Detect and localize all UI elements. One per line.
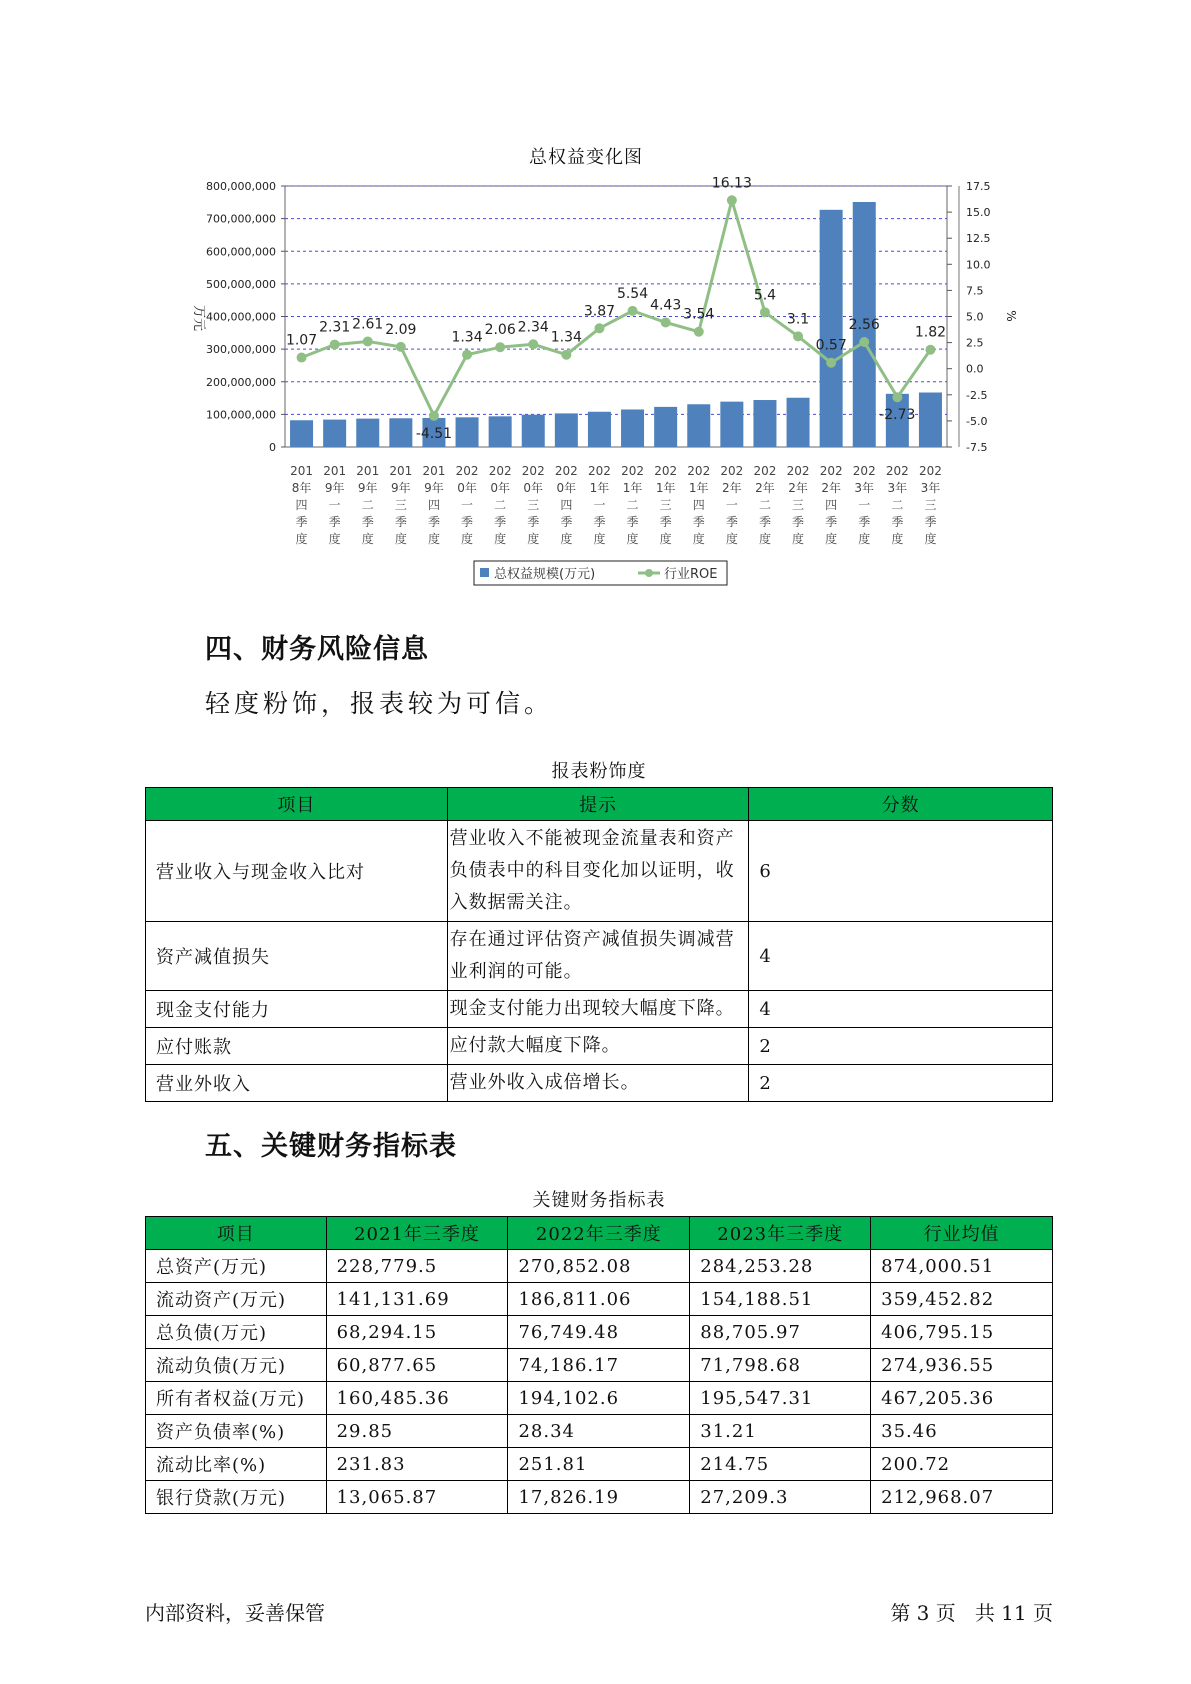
- metric-value-cell: 270,852.08: [508, 1250, 690, 1283]
- metric-value-cell: 251.81: [508, 1448, 690, 1481]
- roe-data-label: 2.56: [848, 316, 880, 333]
- risk-score: 2: [749, 1065, 1053, 1102]
- category-label: 0年: [523, 481, 544, 495]
- equity-change-chart: [0, 0, 1191, 600]
- equity-bar: [522, 415, 545, 447]
- metric-value-cell: 214.75: [690, 1448, 871, 1481]
- category-label: 8年: [291, 481, 312, 495]
- header-cell: 项目: [146, 1217, 327, 1250]
- roe-data-label: -4.51: [415, 425, 453, 442]
- right-tick-label: 12.5: [966, 232, 991, 246]
- category-label: 202: [455, 464, 479, 478]
- right-axis-label: %: [1004, 310, 1018, 322]
- legend-line-label: 行业ROE: [664, 567, 718, 582]
- equity-bar: [555, 413, 578, 447]
- roe-point: [330, 340, 340, 350]
- metric-value-cell: 200.72: [871, 1448, 1053, 1481]
- metric-value-cell: 359,452.82: [871, 1283, 1053, 1316]
- category-label: 度: [527, 532, 540, 546]
- left-tick-label: 600,000,000: [206, 245, 276, 259]
- category-label: 201: [323, 464, 347, 478]
- category-label: 201: [290, 464, 314, 478]
- category-label: 202: [554, 464, 578, 478]
- category-label: 三: [394, 498, 407, 512]
- right-tick-label: 15.0: [966, 206, 991, 220]
- equity-bar: [654, 407, 677, 447]
- equity-bar: [753, 400, 776, 447]
- metric-value-cell: 35.46: [871, 1415, 1053, 1448]
- metric-value-cell: 195,547.31: [690, 1382, 871, 1415]
- category-label: 1年: [655, 481, 676, 495]
- category-label: 度: [494, 532, 507, 546]
- table-row: [146, 1028, 1053, 1065]
- roe-point: [727, 195, 737, 205]
- risk-tip: 营业外收入成倍增长。: [447, 1065, 749, 1102]
- category-label: 三: [527, 498, 540, 512]
- header-cell: 提示: [447, 788, 749, 821]
- category-label: 季: [891, 515, 904, 529]
- table-row: [146, 991, 1053, 1028]
- metric-value-cell: 154,188.51: [690, 1283, 871, 1316]
- category-label: 2年: [788, 481, 808, 495]
- category-label: 一: [725, 498, 738, 512]
- metric-name-cell: 所有者权益(万元): [146, 1382, 327, 1415]
- roe-data-label: 3.87: [583, 303, 616, 320]
- table-row: [146, 1481, 1053, 1514]
- category-label: 一: [461, 498, 474, 512]
- roe-data-label: 5.54: [616, 285, 649, 302]
- header-cell: 2021年三季度: [326, 1217, 508, 1250]
- metric-value-cell: 274,936.55: [871, 1349, 1053, 1382]
- right-tick-label: 17.5: [966, 180, 991, 193]
- left-tick-label: 800,000,000: [206, 180, 276, 193]
- category-label: 季: [527, 515, 540, 529]
- category-label: 季: [494, 515, 507, 529]
- right-tick-label: -7.5: [966, 441, 988, 454]
- legend-bar-swatch: [480, 568, 489, 577]
- roe-point: [628, 306, 638, 316]
- left-axis-label: 万元: [191, 304, 206, 332]
- roe-point: [793, 331, 803, 341]
- metric-name-cell: 总资产(万元): [146, 1250, 327, 1283]
- roe-point: [826, 358, 836, 368]
- roe-point: [892, 392, 902, 402]
- finance-table: [145, 1216, 1053, 1514]
- risk-item: 应付账款: [146, 1028, 448, 1065]
- category-label: 三: [924, 498, 937, 512]
- risk-table: [145, 787, 1053, 1102]
- table-row: [146, 1448, 1053, 1481]
- category-label: 季: [328, 515, 341, 529]
- category-label: 三: [659, 498, 672, 512]
- risk-item: 营业收入与现金收入比对: [146, 821, 448, 922]
- category-label: 3年: [887, 481, 908, 495]
- right-tick-label: 7.5: [966, 284, 984, 298]
- table-row: [146, 1283, 1053, 1316]
- risk-item: 现金支付能力: [146, 991, 448, 1028]
- category-label: 度: [725, 532, 738, 546]
- left-tick-label: 300,000,000: [206, 343, 276, 357]
- category-label: 季: [427, 515, 440, 529]
- equity-bar: [720, 402, 743, 447]
- category-label: 季: [659, 515, 672, 529]
- category-label: 二: [758, 498, 771, 512]
- risk-score: 4: [749, 991, 1053, 1028]
- equity-bar: [456, 417, 479, 447]
- equity-bar: [787, 398, 810, 447]
- category-label: 季: [924, 515, 937, 529]
- category-label: 季: [560, 515, 573, 529]
- header-cell: 分数: [749, 788, 1053, 821]
- table-row: [146, 1316, 1053, 1349]
- category-label: 季: [692, 515, 705, 529]
- category-label: 9年: [357, 481, 378, 495]
- category-label: 2年: [821, 481, 841, 495]
- section4-heading: 四、财务风险信息: [205, 634, 429, 665]
- equity-bar: [290, 420, 313, 447]
- category-label: 202: [654, 464, 678, 478]
- category-label: 四: [825, 498, 838, 512]
- category-label: 9年: [391, 481, 411, 495]
- roe-point: [594, 323, 604, 333]
- roe-point: [297, 353, 307, 363]
- equity-bar: [687, 404, 710, 447]
- category-label: 季: [792, 515, 805, 529]
- roe-data-label: 3.1: [786, 311, 810, 328]
- roe-point: [363, 336, 373, 346]
- category-label: 202: [587, 464, 611, 478]
- metric-value-cell: 29.85: [326, 1415, 508, 1448]
- roe-point: [429, 411, 439, 421]
- roe-point: [561, 350, 571, 360]
- category-label: 1年: [622, 481, 643, 495]
- metric-value-cell: 28.34: [508, 1415, 690, 1448]
- equity-bar: [588, 412, 611, 447]
- risk-table-header: [146, 788, 1053, 821]
- category-label: 2年: [722, 481, 742, 495]
- metric-value-cell: 76,749.48: [508, 1316, 690, 1349]
- category-label: 度: [858, 532, 871, 546]
- risk-score: 6: [749, 821, 1053, 922]
- metric-name-cell: 流动负债(万元): [146, 1349, 327, 1382]
- category-label: 季: [758, 515, 771, 529]
- category-label: 202: [521, 464, 545, 478]
- category-label: 季: [295, 515, 308, 529]
- roe-point: [859, 337, 869, 347]
- category-label: 度: [825, 532, 838, 546]
- category-label: 季: [626, 515, 639, 529]
- category-label: 202: [687, 464, 711, 478]
- category-label: 一: [328, 498, 341, 512]
- left-tick-label: 500,000,000: [206, 277, 276, 291]
- category-label: 201: [389, 464, 413, 478]
- category-label: 202: [918, 464, 942, 478]
- table-row: [146, 1415, 1053, 1448]
- category-label: 0年: [490, 481, 510, 495]
- roe-data-label: 0.57: [815, 337, 847, 354]
- risk-tip: 现金支付能力出现较大幅度下降。: [447, 991, 749, 1028]
- legend-bar-label: 总权益规模(万元): [494, 567, 596, 582]
- roe-point: [694, 327, 704, 337]
- metric-name-cell: 资产负债率(%): [146, 1415, 327, 1448]
- roe-data-label: 1.07: [285, 332, 318, 349]
- metric-value-cell: 68,294.15: [326, 1316, 508, 1349]
- metric-value-cell: 17,826.19: [508, 1481, 690, 1514]
- category-label: 9年: [324, 481, 345, 495]
- category-label: 度: [659, 532, 672, 546]
- metric-value-cell: 228,779.5: [326, 1250, 508, 1283]
- metric-value-cell: 406,795.15: [871, 1316, 1053, 1349]
- header-cell: 2022年三季度: [508, 1217, 690, 1250]
- table-row: [146, 1250, 1053, 1283]
- table-row: [146, 922, 1053, 991]
- equity-bar: [389, 418, 412, 447]
- roe-data-label: 16.13: [711, 175, 752, 192]
- roe-point: [661, 317, 671, 327]
- header-cell: 行业均值: [871, 1217, 1053, 1250]
- table-row: [146, 1349, 1053, 1382]
- risk-item: 资产减值损失: [146, 922, 448, 991]
- metric-name-cell: 流动资产(万元): [146, 1283, 327, 1316]
- risk-summary: 轻度粉饰，报表较为可信。: [205, 689, 554, 718]
- category-label: 201: [356, 464, 380, 478]
- category-label: 202: [786, 464, 810, 478]
- header-cell: 2023年三季度: [690, 1217, 871, 1250]
- metric-value-cell: 284,253.28: [690, 1250, 871, 1283]
- metric-value-cell: 186,811.06: [508, 1283, 690, 1316]
- metric-value-cell: 71,798.68: [690, 1349, 871, 1382]
- right-tick-label: 2.5: [966, 336, 984, 350]
- category-label: 季: [858, 515, 871, 529]
- roe-data-label: 5.4: [753, 287, 777, 304]
- category-label: 202: [488, 464, 512, 478]
- header-cell: 项目: [146, 788, 448, 821]
- equity-bar: [356, 419, 379, 447]
- left-tick-label: 700,000,000: [206, 212, 276, 226]
- roe-data-label: 2.09: [385, 321, 417, 338]
- equity-bar: [323, 420, 346, 447]
- roe-point: [528, 339, 538, 349]
- metric-value-cell: 27,209.3: [690, 1481, 871, 1514]
- right-tick-label: -2.5: [966, 388, 988, 402]
- category-label: 201: [422, 464, 446, 478]
- metric-value-cell: 60,877.65: [326, 1349, 508, 1382]
- metric-name-cell: 银行贷款(万元): [146, 1481, 327, 1514]
- metric-value-cell: 74,186.17: [508, 1349, 690, 1382]
- roe-data-label: 3.54: [683, 306, 715, 323]
- roe-point: [396, 342, 406, 352]
- category-label: 季: [725, 515, 738, 529]
- section5-heading: 五、关键财务指标表: [205, 1131, 457, 1162]
- category-label: 度: [394, 532, 407, 546]
- category-label: 度: [626, 532, 639, 546]
- category-label: 四: [427, 498, 440, 512]
- risk-item: 营业外收入: [146, 1065, 448, 1102]
- roe-data-label: 1.82: [914, 324, 947, 341]
- category-label: 3年: [854, 481, 875, 495]
- chart-title: 总权益变化图: [529, 147, 643, 168]
- metric-name-cell: 总负债(万元): [146, 1316, 327, 1349]
- equity-bar: [820, 210, 843, 447]
- roe-data-label: 1.34: [451, 329, 483, 346]
- category-label: 0年: [556, 481, 577, 495]
- left-tick-label: 0: [269, 441, 276, 454]
- category-label: 季: [361, 515, 374, 529]
- roe-data-label: 4.43: [650, 297, 682, 314]
- risk-score: 2: [749, 1028, 1053, 1065]
- category-label: 度: [924, 532, 937, 546]
- roe-data-label: 2.61: [352, 316, 384, 333]
- metric-value-cell: 212,968.07: [871, 1481, 1053, 1514]
- category-label: 度: [295, 532, 308, 546]
- category-label: 0年: [457, 481, 477, 495]
- risk-tip: 营业收入不能被现金流量表和资产负债表中的科目变化加以证明，收入数据需关注。: [447, 821, 749, 922]
- table-row: [146, 1382, 1053, 1415]
- risk-tip: 应付款大幅度下降。: [447, 1028, 749, 1065]
- category-label: 度: [328, 532, 341, 546]
- category-label: 度: [461, 532, 474, 546]
- category-label: 度: [427, 532, 440, 546]
- category-label: 度: [692, 532, 705, 546]
- category-label: 四: [560, 498, 573, 512]
- category-label: 202: [720, 464, 744, 478]
- category-label: 202: [621, 464, 645, 478]
- metric-value-cell: 194,102.6: [508, 1382, 690, 1415]
- metric-value-cell: 88,705.97: [690, 1316, 871, 1349]
- category-label: 2年: [755, 481, 775, 495]
- roe-point: [925, 345, 935, 355]
- table-row: [146, 1065, 1053, 1102]
- category-label: 度: [891, 532, 904, 546]
- finance-table-caption: 关键财务指标表: [532, 1190, 666, 1211]
- right-tick-label: -5.0: [966, 414, 988, 428]
- finance-table-header: [146, 1217, 1053, 1250]
- metric-value-cell: 874,000.51: [871, 1250, 1053, 1283]
- category-label: 度: [792, 532, 805, 546]
- metric-name-cell: 流动比率(%): [146, 1448, 327, 1481]
- risk-tip: 存在通过评估资产减值损失调减营业利润的可能。: [447, 922, 749, 991]
- category-label: 二: [626, 498, 639, 512]
- category-label: 1年: [589, 481, 610, 495]
- roe-point: [462, 350, 472, 360]
- risk-score: 4: [749, 922, 1053, 991]
- left-tick-label: 200,000,000: [206, 375, 276, 389]
- category-label: 四: [295, 498, 308, 512]
- category-label: 二: [891, 498, 904, 512]
- category-label: 季: [394, 515, 407, 529]
- category-label: 一: [593, 498, 606, 512]
- metric-value-cell: 231.83: [326, 1448, 508, 1481]
- roe-data-label: 2.31: [319, 319, 351, 336]
- roe-data-label: -2.73: [879, 407, 916, 424]
- left-tick-label: 100,000,000: [206, 408, 276, 422]
- right-tick-label: 5.0: [966, 310, 984, 324]
- category-label: 季: [461, 515, 474, 529]
- equity-bar: [621, 409, 644, 447]
- table-row: [146, 821, 1053, 922]
- category-label: 二: [361, 498, 374, 512]
- metric-value-cell: 141,131.69: [326, 1283, 508, 1316]
- right-tick-label: 10.0: [966, 258, 991, 272]
- category-label: 202: [819, 464, 843, 478]
- roe-point: [495, 342, 505, 352]
- roe-data-label: 2.34: [517, 319, 549, 336]
- category-label: 度: [758, 532, 771, 546]
- category-label: 度: [361, 532, 374, 546]
- category-label: 一: [858, 498, 871, 512]
- category-label: 季: [593, 515, 606, 529]
- footer-left: 内部资料，妥善保管: [145, 1601, 325, 1625]
- category-label: 二: [494, 498, 507, 512]
- category-label: 3年: [920, 481, 941, 495]
- category-label: 9年: [424, 481, 444, 495]
- risk-table-caption: 报表粉饰度: [551, 761, 647, 782]
- metric-value-cell: 160,485.36: [326, 1382, 508, 1415]
- category-label: 202: [753, 464, 777, 478]
- equity-bar: [489, 416, 512, 447]
- category-label: 202: [885, 464, 909, 478]
- category-label: 度: [593, 532, 606, 546]
- roe-data-label: 1.34: [550, 329, 582, 346]
- category-label: 202: [852, 464, 876, 478]
- roe-point: [760, 307, 770, 317]
- category-label: 四: [692, 498, 705, 512]
- equity-bar: [919, 393, 942, 447]
- left-tick-label: 400,000,000: [206, 310, 276, 324]
- metric-value-cell: 467,205.36: [871, 1382, 1053, 1415]
- metric-value-cell: 13,065.87: [326, 1481, 508, 1514]
- category-label: 度: [560, 532, 573, 546]
- roe-data-label: 2.06: [484, 322, 516, 339]
- page-number: 第 3 页 共 11 页: [890, 1601, 1053, 1625]
- category-label: 季: [825, 515, 838, 529]
- category-label: 三: [792, 498, 805, 512]
- metric-value-cell: 31.21: [690, 1415, 871, 1448]
- right-tick-label: 0.0: [966, 362, 984, 376]
- category-label: 1年: [688, 481, 709, 495]
- legend-line-marker: [645, 569, 653, 577]
